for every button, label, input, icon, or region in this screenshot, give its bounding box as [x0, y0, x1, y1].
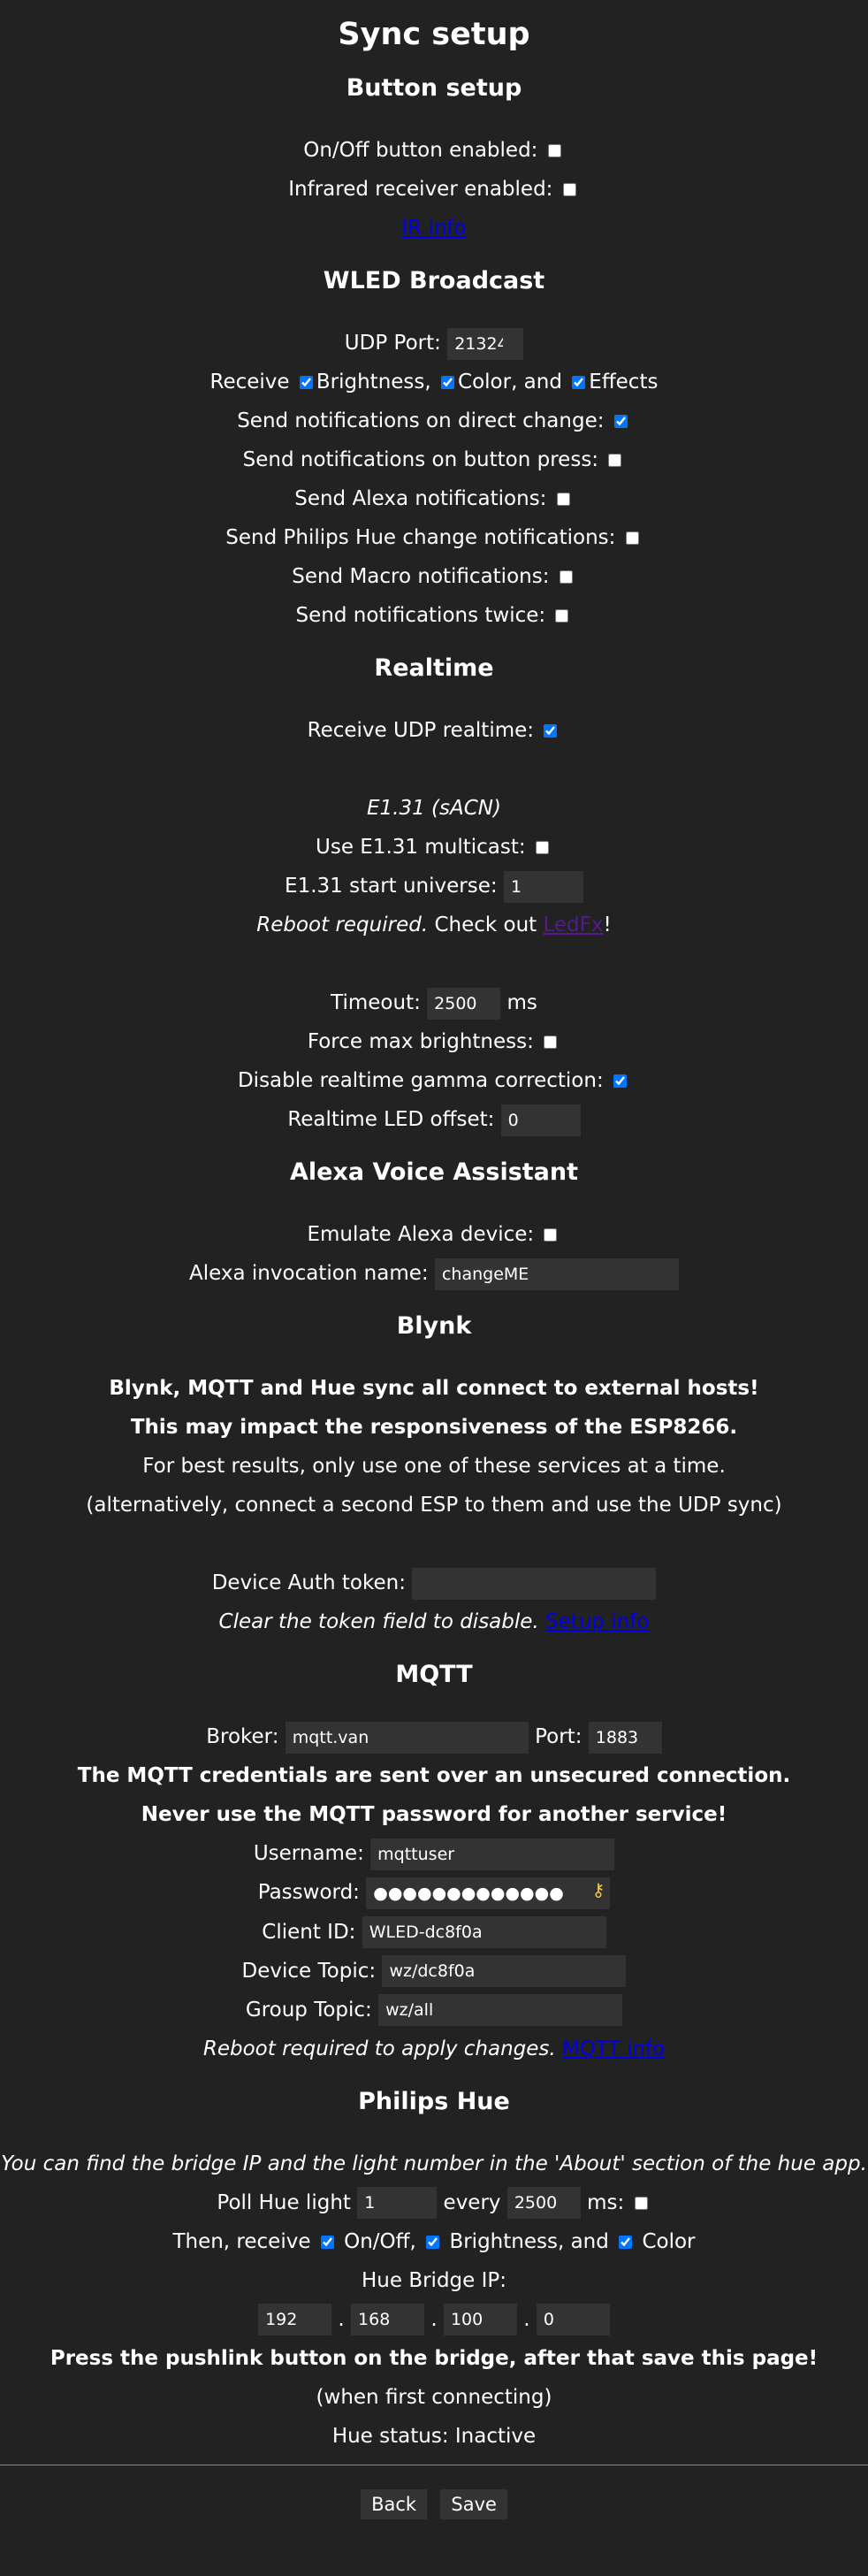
ip-dot: .	[523, 2307, 530, 2331]
led-offset-row	[0, 1100, 868, 1139]
udp-port-label: UDP Port:	[344, 332, 441, 355]
device-topic-row	[0, 1952, 868, 1991]
notify-direct-label: Send notifications on direct change:	[237, 409, 605, 432]
group-topic-label: Group Topic:	[245, 1998, 372, 2022]
onoff-button-checkbox[interactable]	[548, 144, 561, 157]
client-id-input[interactable]	[362, 1916, 606, 1948]
emulate-alexa-row	[0, 1215, 868, 1254]
mqtt-unsecured-warning: The MQTT credentials are sent over an unsecured connection.	[77, 1764, 791, 1787]
force-max-row	[0, 1022, 868, 1061]
notify-twice-row	[0, 596, 868, 635]
broker-row	[0, 1717, 868, 1756]
mqtt-port-label: Port:	[535, 1725, 582, 1748]
hue-ip-octet-2[interactable]	[351, 2304, 424, 2335]
e131-universe-row	[0, 867, 868, 906]
emulate-alexa-label: Emulate Alexa device:	[307, 1223, 535, 1246]
onoff-button-row	[0, 131, 868, 170]
poll-interval-input[interactable]	[507, 2187, 581, 2219]
receive-color-checkbox[interactable]	[441, 376, 454, 389]
led-offset-label: Realtime LED offset:	[287, 1108, 495, 1131]
pushlink-note: Press the pushlink button on the bridge, after that save this page!	[49, 2346, 819, 2370]
receive-row	[0, 363, 868, 401]
e131-multicast-row	[0, 828, 868, 867]
gamma-row	[0, 1061, 868, 1100]
mqtt-port-input[interactable]	[589, 1722, 662, 1754]
receive-brightness-label: Brightness,	[316, 371, 431, 394]
alexa-name-label: Alexa invocation name:	[189, 1262, 429, 1285]
hue-brightness-label: Brightness, and	[449, 2229, 609, 2253]
e131-heading: E1.31 (sACN)	[367, 797, 501, 820]
notify-button-label: Send notifications on button press:	[242, 448, 599, 471]
best-results-text: For best results, only use one of these services at a time.	[142, 1455, 726, 1478]
receive-effects-checkbox[interactable]	[572, 376, 585, 389]
poll-hue-row	[0, 2183, 868, 2222]
mqtt-note-row	[0, 2029, 868, 2068]
page-title: Sync setup	[338, 17, 530, 52]
hue-onoff-checkbox[interactable]	[321, 2236, 334, 2249]
reboot-required-text: Reboot required.	[256, 913, 429, 936]
hue-brightness-checkbox[interactable]	[426, 2236, 439, 2249]
notify-direct-row	[0, 401, 868, 440]
mqtt-info-link[interactable]: MQTT info	[562, 2037, 666, 2060]
receive-label: Receive	[209, 371, 290, 394]
section-heading-hue: Philips Hue	[358, 2087, 510, 2115]
mqtt-password-warning: Never use the MQTT password for another service!	[141, 1803, 727, 1826]
timeout-unit: ms	[506, 991, 537, 1014]
device-topic-input[interactable]	[382, 1955, 626, 1987]
username-input[interactable]	[370, 1838, 614, 1870]
alternative-text: (alternatively, connect a second ESP to them and use the UDP sync)	[86, 1494, 782, 1517]
notify-direct-checkbox[interactable]	[614, 415, 628, 428]
notify-alexa-checkbox[interactable]	[557, 493, 570, 506]
alexa-name-row	[0, 1254, 868, 1293]
blynk-setup-link[interactable]: Setup info	[545, 1610, 650, 1633]
key-icon[interactable]: ⚷	[591, 1878, 605, 1900]
ms-label: ms:	[587, 2190, 625, 2214]
notify-button-checkbox[interactable]	[608, 454, 621, 467]
notify-twice-label: Send notifications twice:	[295, 604, 546, 627]
mqtt-reboot-note: Reboot required to apply changes.	[202, 2037, 556, 2060]
onoff-button-label: On/Off button enabled:	[303, 139, 538, 162]
gamma-checkbox[interactable]	[613, 1074, 627, 1088]
receive-color-label: Color, and	[458, 371, 562, 394]
hue-color-label: Color	[642, 2229, 696, 2253]
blynk-note-row	[0, 1602, 868, 1641]
exclaim-text: !	[603, 913, 612, 936]
gamma-label: Disable realtime gamma correction:	[237, 1069, 604, 1092]
responsiveness-warning: This may impact the responsiveness of the ESP8266.	[130, 1416, 738, 1439]
timeout-label: Timeout:	[331, 991, 421, 1014]
auth-token-row	[0, 1563, 868, 1602]
section-heading-realtime: Realtime	[374, 654, 494, 682]
ir-receiver-label: Infrared receiver enabled:	[288, 178, 553, 201]
hue-color-checkbox[interactable]	[619, 2236, 632, 2249]
group-topic-input[interactable]	[378, 1994, 622, 2026]
alexa-name-input[interactable]	[435, 1258, 679, 1290]
hue-find-note: You can find the bridge IP and the light number in the 'About' section of the hue app.	[1, 2152, 867, 2175]
hue-bridge-ip-label: Hue Bridge IP:	[361, 2268, 507, 2292]
hue-then-receive-label: Then, receive	[172, 2229, 311, 2253]
username-row	[0, 1834, 868, 1873]
save-button[interactable]: Save	[440, 2489, 507, 2519]
external-hosts-warning: Blynk, MQTT and Hue sync all connect to external hosts!	[109, 1377, 759, 1400]
client-id-row	[0, 1913, 868, 1952]
receive-udp-realtime-checkbox[interactable]	[544, 724, 557, 738]
check-out-text: Check out	[434, 913, 537, 936]
ir-receiver-row	[0, 170, 868, 209]
device-topic-label: Device Topic:	[241, 1959, 377, 1983]
broker-input[interactable]	[286, 1722, 529, 1754]
password-label: Password:	[257, 1881, 360, 1904]
timeout-input[interactable]	[427, 988, 500, 1020]
e131-universe-input[interactable]	[504, 871, 583, 903]
password-row	[0, 1873, 868, 1913]
notify-alexa-row	[0, 479, 868, 518]
section-heading-mqtt: MQTT	[395, 1661, 473, 1688]
ip-dot: .	[430, 2307, 438, 2331]
password-input[interactable]	[366, 1877, 610, 1909]
timeout-row	[0, 983, 868, 1022]
poll-hue-checkbox[interactable]	[635, 2197, 648, 2210]
ir-info-link[interactable]: IR info	[401, 217, 467, 240]
footer-buttons	[0, 2485, 868, 2524]
poll-hue-light-input[interactable]	[357, 2187, 437, 2219]
receive-udp-realtime-row	[0, 711, 868, 750]
first-connecting-note: (when first connecting)	[316, 2385, 552, 2409]
back-button[interactable]: Back	[361, 2489, 427, 2519]
broker-label: Broker:	[206, 1725, 279, 1748]
poll-hue-label: Poll Hue light	[217, 2190, 351, 2214]
receive-udp-realtime-label: Receive UDP realtime:	[307, 719, 535, 742]
ir-receiver-checkbox[interactable]	[563, 183, 576, 196]
clear-token-note: Clear the token field to disable.	[218, 1610, 539, 1633]
username-label: Username:	[253, 1842, 364, 1865]
led-offset-input[interactable]	[501, 1105, 581, 1136]
force-max-label: Force max brightness:	[307, 1030, 534, 1053]
e131-universe-label: E1.31 start universe:	[285, 875, 498, 898]
notify-hue-row	[0, 518, 868, 557]
group-topic-row	[0, 1991, 868, 2029]
udp-port-row	[0, 324, 868, 363]
hue-ip-octet-4[interactable]	[537, 2304, 610, 2335]
hue-status-row	[0, 2417, 868, 2456]
hue-ip-octet-3[interactable]	[444, 2304, 517, 2335]
e131-multicast-checkbox[interactable]	[536, 841, 549, 854]
receive-effects-label: Effects	[589, 371, 659, 394]
auth-token-label: Device Auth token:	[211, 1571, 406, 1594]
client-id-label: Client ID:	[262, 1920, 356, 1944]
hue-status-label: Hue status:	[331, 2424, 449, 2448]
notify-macro-checkbox[interactable]	[560, 570, 573, 584]
auth-token-input[interactable]	[412, 1568, 656, 1600]
reboot-note-row	[0, 906, 868, 944]
notify-macro-label: Send Macro notifications:	[292, 565, 550, 588]
notify-button-row	[0, 440, 868, 479]
section-heading-alexa: Alexa Voice Assistant	[289, 1158, 579, 1186]
hue-status-value: Inactive	[454, 2424, 537, 2448]
force-max-checkbox[interactable]	[544, 1036, 557, 1049]
notify-hue-label: Send Philips Hue change notifications:	[225, 526, 616, 549]
emulate-alexa-checkbox[interactable]	[544, 1228, 557, 1242]
ledfx-link[interactable]: LedFx	[543, 913, 604, 936]
section-heading-button-setup: Button setup	[346, 74, 522, 102]
section-heading-wled-broadcast: WLED Broadcast	[323, 267, 545, 294]
notify-alexa-label: Send Alexa notifications:	[294, 487, 547, 510]
hue-ip-row	[0, 2300, 868, 2339]
ip-dot: .	[338, 2307, 345, 2331]
notify-twice-checkbox[interactable]	[555, 609, 568, 623]
hue-receive-row	[0, 2222, 868, 2261]
every-label: every	[443, 2190, 501, 2214]
hue-onoff-label: On/Off,	[344, 2229, 416, 2253]
receive-brightness-checkbox[interactable]	[300, 376, 313, 389]
hue-ip-octet-1[interactable]	[258, 2304, 331, 2335]
udp-port-input[interactable]	[447, 328, 523, 360]
e131-multicast-label: Use E1.31 multicast:	[316, 836, 526, 859]
notify-macro-row	[0, 557, 868, 596]
notify-hue-checkbox[interactable]	[626, 531, 639, 545]
section-heading-blynk: Blynk	[396, 1312, 472, 1340]
